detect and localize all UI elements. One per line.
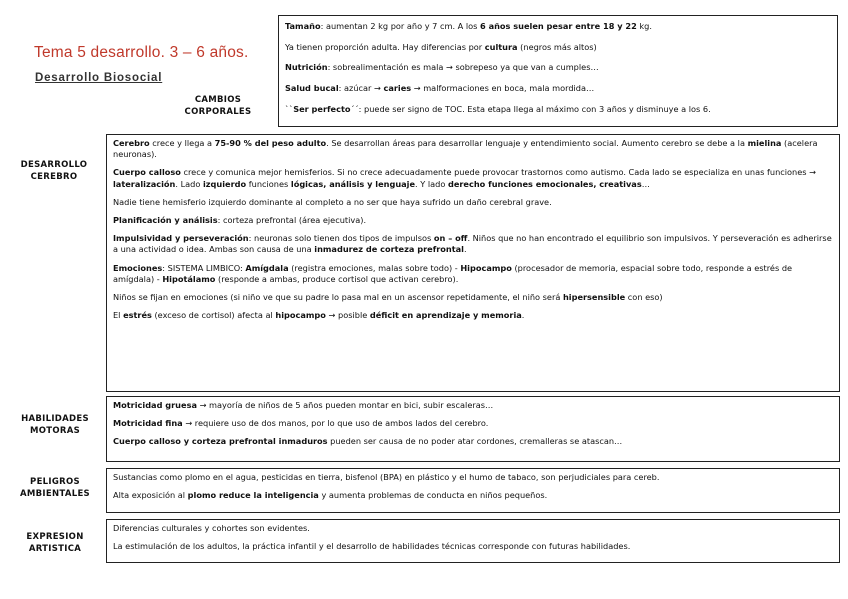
bold-text: Tamaño: [285, 21, 321, 31]
section-paragraph: [113, 215, 833, 226]
section-label-line: CAMBIOS: [194, 95, 242, 105]
text-run: Sustancias como plomo en el agua, pesticidas en tierra, bisfenol (BPA) en plástico y el humo de tabaco, son perjudiciales para cereb.: [113, 472, 660, 482]
bold-text: Hipocampo: [460, 262, 512, 273]
text-run: (responde a ambas, produce cortisol que activan cerebro).: [215, 273, 459, 284]
bold-text: mielina: [747, 138, 782, 148]
text-run: ``: [285, 103, 294, 114]
bold-text: Motricidad fina: [113, 418, 183, 429]
section-paragraph: [285, 104, 831, 115]
section-paragraph: [285, 42, 831, 53]
section-label-line: CEREBRO: [30, 172, 78, 182]
text-run: La estimulación de los adultos, la práctica infantil y el desarrollo de habilidades técnicas corresponde con futuras habilidades.: [113, 541, 631, 552]
text-run: (exceso de cortisol) afecta al: [151, 310, 276, 321]
bold-text: izquierdo: [202, 178, 247, 189]
bold-text: Cuerpo calloso: [113, 167, 181, 178]
bold-text: 75-90 % del peso adulto: [214, 138, 327, 148]
bold-text: cultura: [484, 41, 518, 52]
bold-text: caries: [383, 83, 412, 94]
text-run: funciones: [246, 178, 291, 189]
bold-text: Amígdala: [245, 262, 289, 273]
section-label-cerebro: [10, 159, 98, 183]
text-run: Diferencias culturales y cohortes son evidentes.: [113, 523, 310, 533]
bold-text: inmadurez de corteza prefrontal: [314, 244, 464, 255]
text-run: : aumentan 2 kg por año y 7 cm. A los: [320, 21, 481, 31]
bold-text: hipersensible: [562, 292, 626, 303]
text-run: → mayoría de niños de 5 años pueden montar en bici, subir escaleras…: [196, 400, 494, 410]
text-run: . Lado: [175, 178, 203, 189]
section-label-line: CORPORALES: [184, 107, 252, 117]
text-run: Nadie tiene hemisferio izquierdo dominante al completo a no ser que haya sufrido un daño cerebral grave.: [113, 196, 552, 207]
bold-text: Nutrición: [285, 62, 328, 73]
text-run: : SISTEMA LIMBICO:: [162, 262, 246, 273]
text-run: . Y lado: [415, 178, 448, 189]
section-box-peligros: [106, 468, 840, 513]
section-label-line: HABILIDADES: [21, 414, 89, 424]
text-run: Ya tienen proporción adulta. Hay diferencias por: [285, 41, 485, 52]
section-paragraph: [113, 418, 833, 429]
section-box-cambios: [278, 15, 838, 127]
text-run: . Niños que no han encontrado el equilibrio son impulsivos. Y perseveración es adherirse a una actividad o idea. Ambas son causa de una: [113, 233, 832, 255]
section-label-line: ARTISTICA: [28, 544, 82, 554]
text-run: → requiere uso de dos manos, por lo que uso de ambos lados del cerebro.: [182, 418, 489, 429]
text-run: .: [464, 244, 467, 255]
bold-text: estrés: [123, 310, 152, 321]
bold-text: Hipotálamo: [162, 273, 216, 284]
section-paragraph: [113, 490, 833, 501]
bold-text: hipocampo: [275, 310, 326, 321]
section-paragraph: [113, 292, 833, 303]
section-paragraph: [285, 62, 831, 73]
section-paragraph: [113, 138, 833, 160]
text-run: Niños se fijan en emociones (si niño ve que su padre lo pasa mal en un ascensor repetidamente, el niño será: [113, 292, 563, 303]
text-run: crece y comunica mejor hemisferios. Si no crece adecuadamente puede provocar trastornos como autismo. Cada lado se especializa en unas funciones →: [180, 167, 816, 178]
section-paragraph: [113, 541, 833, 552]
section-label-line: DESARROLLO: [20, 160, 88, 170]
text-run: El: [113, 310, 124, 321]
bold-text: derecho funciones emocionales, creativas: [447, 178, 642, 189]
text-run: (registra emociones, malas sobre todo) -: [288, 262, 461, 273]
section-label-peligros: [10, 476, 100, 500]
page-subtitle: Desarrollo Biosocial: [35, 72, 163, 84]
text-run: : sobrealimentación es mala → sobrepeso ya que van a cumples…: [327, 62, 599, 73]
text-run: crece y llega a: [149, 138, 215, 148]
section-paragraph: [113, 233, 833, 255]
section-paragraph: [285, 21, 831, 32]
bold-text: Cerebro: [113, 138, 150, 148]
bold-text: Motricidad gruesa: [113, 400, 197, 410]
section-label-cambios: [168, 94, 268, 118]
text-run: pueden ser causa de no poder atar cordones, cremalleras se atascan…: [327, 436, 623, 447]
bold-text: Ser perfecto: [293, 103, 351, 114]
bold-text: plomo reduce la inteligencia: [187, 490, 319, 501]
section-paragraph: [113, 523, 833, 534]
bold-text: 6 años suelen pesar entre 18 y 22: [480, 21, 637, 31]
section-label-line: AMBIENTALES: [20, 489, 90, 499]
text-run: (acelera neuronas).: [113, 138, 818, 160]
text-run: → malformaciones en boca, mala mordida…: [411, 83, 595, 94]
text-run: con eso): [625, 292, 663, 303]
text-run: (procesador de memoria, espacial sobre todo, responde a estrés de amígdala) -: [113, 262, 793, 284]
text-run: : azúcar →: [338, 83, 384, 94]
text-run: : neuronas solo tienen dos tipos de impulsos: [248, 233, 434, 244]
section-paragraph: [113, 197, 833, 208]
bold-text: Salud bucal: [285, 83, 339, 94]
text-run: .: [521, 310, 525, 321]
section-box-cerebro: [106, 134, 840, 392]
text-run: . Se desarrollan áreas para desarrollar lenguaje y entendimiento social. Aumento cerebro se debe a la: [326, 138, 748, 148]
section-label-motoras: [10, 413, 100, 437]
bold-text: on – off: [433, 233, 468, 244]
text-run: …: [641, 178, 650, 189]
section-label-line: MOTORAS: [29, 426, 81, 436]
text-run: Alta exposición al: [113, 490, 188, 501]
section-paragraph: [113, 400, 833, 411]
section-paragraph: [285, 83, 831, 94]
page-title: Tema 5 desarrollo. 3 – 6 años.: [34, 44, 249, 61]
section-paragraph: [113, 436, 833, 447]
text-run: (negros más altos): [517, 41, 597, 52]
text-run: ´´: puede ser signo de TOC. Esta etapa llega al máximo con 3 años y disminuye a los 6.: [350, 103, 711, 114]
section-paragraph: [113, 167, 833, 189]
text-run: y aumenta problemas de conducta en niños pequeños.: [318, 490, 548, 501]
bold-text: Impulsividad y perseveración: [113, 233, 249, 244]
text-run: kg.: [636, 21, 652, 31]
text-run: → posible: [325, 310, 370, 321]
section-paragraph: [113, 310, 833, 321]
bold-text: lógicas, análisis y lenguaje: [290, 178, 416, 189]
bold-text: Planificación y análisis: [113, 215, 218, 226]
bold-text: déficit en aprendizaje y memoria: [369, 310, 522, 321]
section-box-expresion: [106, 519, 840, 563]
section-label-line: EXPRESION: [26, 532, 84, 542]
section-box-motoras: [106, 396, 840, 462]
section-paragraph: [113, 263, 833, 285]
section-label-expresion: [10, 531, 100, 555]
text-run: : corteza prefrontal (área ejecutiva).: [217, 215, 367, 226]
bold-text: Emociones: [113, 262, 163, 273]
bold-text: Cuerpo calloso y corteza prefrontal inmaduros: [113, 436, 328, 447]
section-paragraph: [113, 472, 833, 483]
bold-text: lateralización: [113, 178, 176, 189]
section-label-line: PELIGROS: [30, 477, 80, 487]
